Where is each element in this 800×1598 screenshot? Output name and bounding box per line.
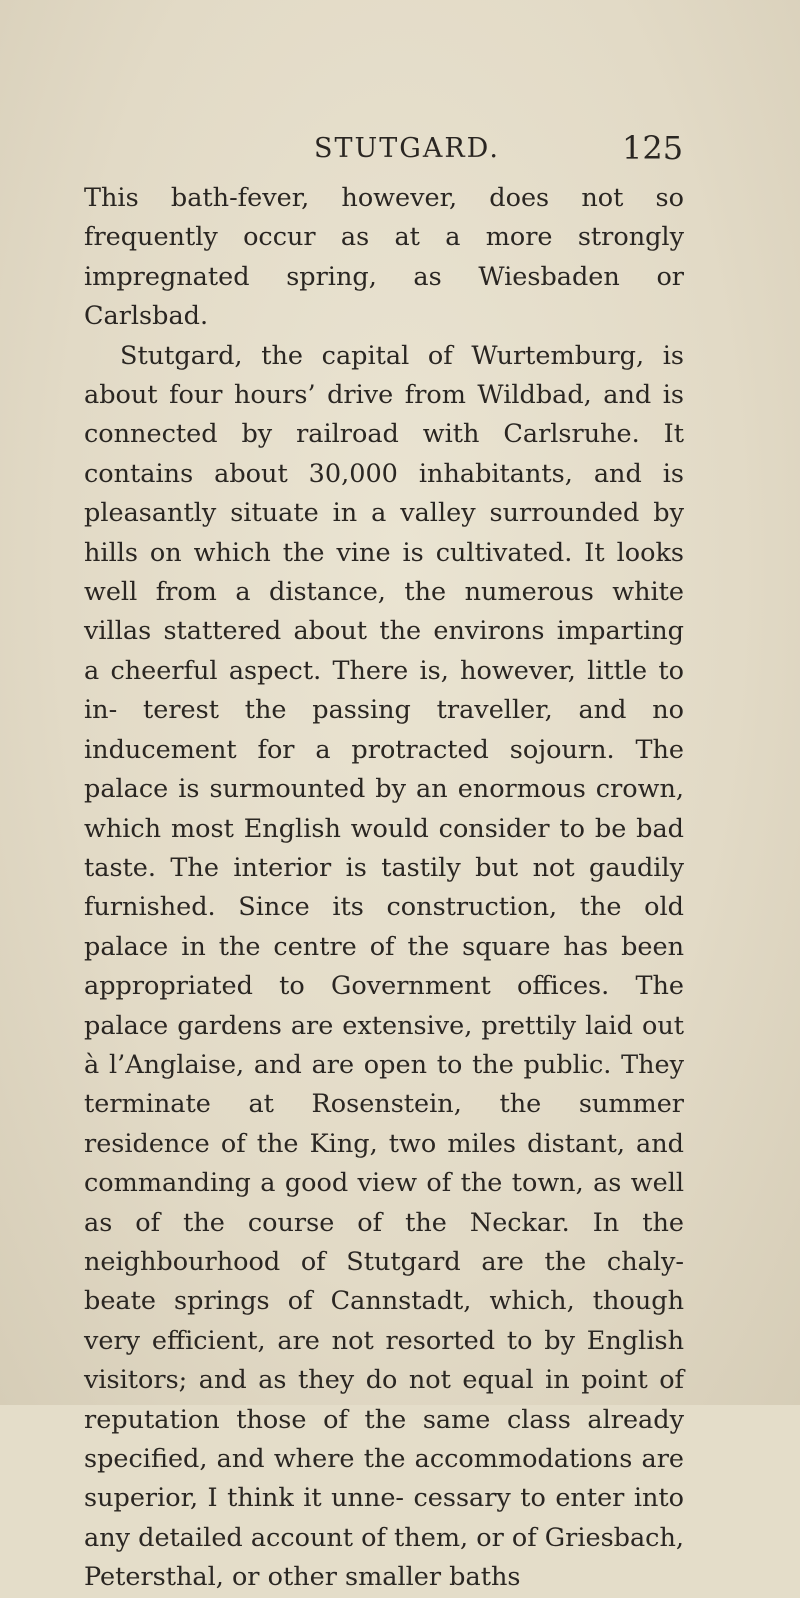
paragraph-1: This bath-fever, however, does not so frequently occur as at a more strongly impregnated spring, as Wiesbaden or Carlsbad.	[84, 183, 684, 332]
paragraph-2: Stutgard, the capital of Wurtemburg, is about four hours’ drive from Wildbad, and is connected by railroad with Carlsruhe. It contains about 30,000 inhabitants, and is pleasantly situate in a valley surrounded by hills on which the vine is cultivated. It looks well from a distance, the numerous white villas stattered about the environs imparting a cheerful aspect. There is, however, little to in- terest the passing traveller, and no inducement for a protracted sojourn. The palace is surmounted by an enormous crown, which most English would consider to be bad taste. The interior is tastily but not gaudily furnished. Since its construction, the old palace in the centre of the square has been appropriated to Government offices. The palace gardens are extensive, prettily laid out à l’Anglaise, and are open to the public. They terminate at Rosenstein, the summer residence of the King, two miles distant, and commanding a good view of the town, as well as of the course of the Neckar. In the neighbourhood of Stutgard are the chaly- beate springs of Cannstadt, which, though very efficient, are not resorted to by English visitors; and as they do not equal in point of reputation those of the same class already specified, and where the accommodations are superior, I think it unne- cessary to enter into any detailed account of them, or of Griesbach, Petersthal, or other smaller baths	[84, 340, 684, 1593]
body-text	[84, 179, 684, 1598]
running-title: STUTGARD.	[314, 133, 500, 164]
running-head	[0, 129, 800, 173]
page-number: 125	[622, 129, 684, 167]
